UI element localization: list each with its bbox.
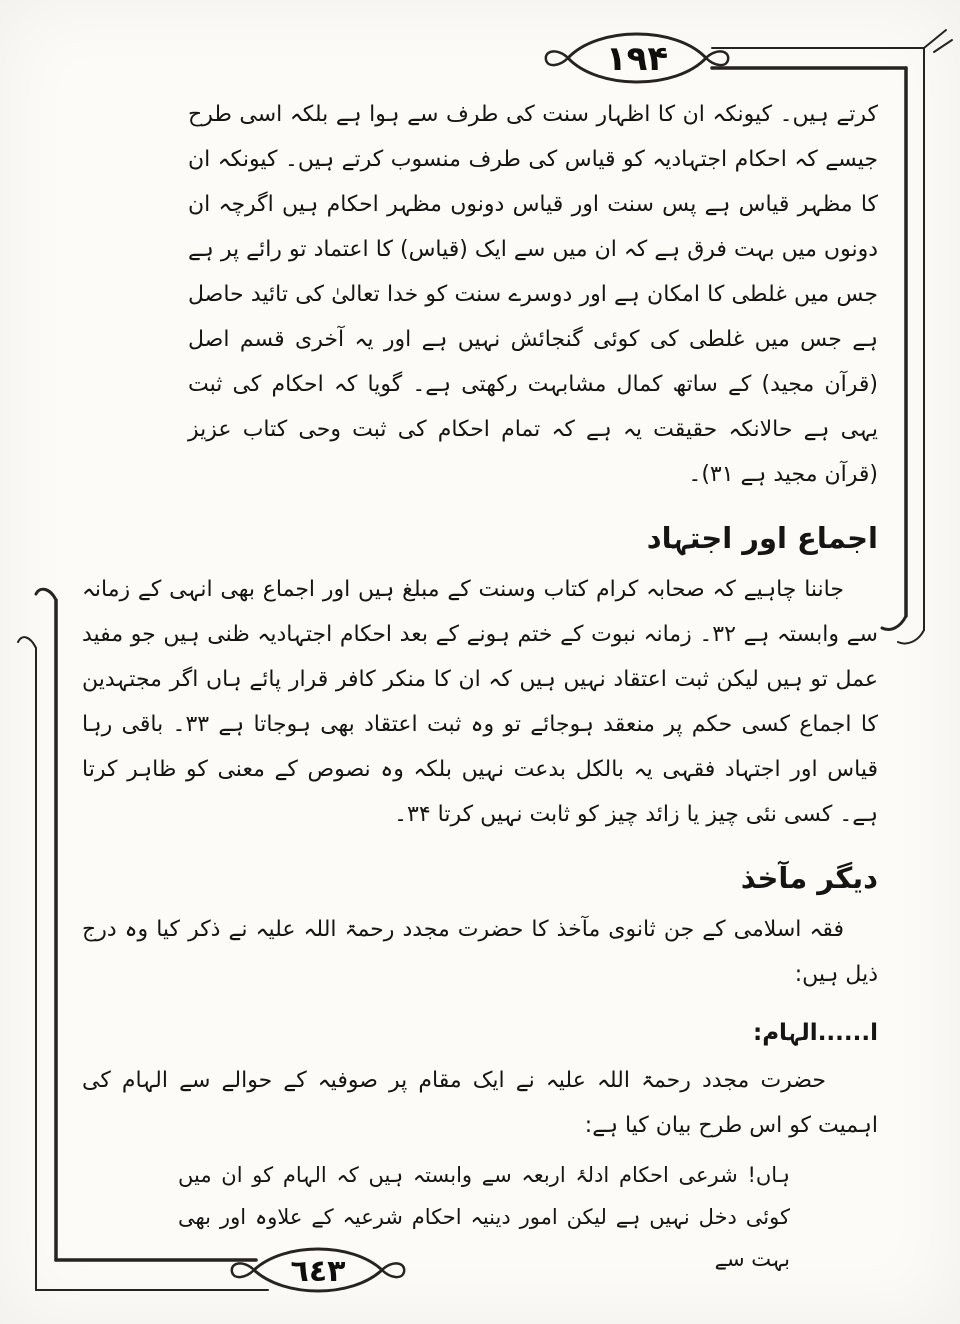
paragraph-sources-intro: فقہ اسلامی کے جن ثانوی مآخذ کا حضرت مجدد رحمۃ اللہ علیہ نے ذکر کیا وہ درج ذیل ہیں: xyxy=(82,917,878,987)
paragraph-ilham-intro: حضرت مجدد رحمۃ اللہ علیہ نے ایک مقام پر صوفیہ کے حوالے سے الہام کی اہمیت کو اس طرح بیان کیا ہے: xyxy=(82,1068,878,1138)
corner-flourish-top-right xyxy=(924,30,952,52)
heading-ijma-ijtihad: اجماع اور اجتہاد xyxy=(646,521,878,555)
paragraph-sunnat-qiyas: کرتے ہیں۔ کیونکہ ان کا اظہار سنت کی طرف سے ہوا ہے بلکہ اسی طرح جیسے کہ احکام اجتہادیہ کو قیاس کی طرف منسوب کرتے ہیں۔ کیونکہ ان کا مظہر قیاس ہے پس سنت اور قیاس دونوں مظہر احکام ہیں اگرچہ ان دونوں میں بہت فرق ہے کہ ان میں سے ایک (قیاس) کا اعتماد تو رائے پر ہے جس میں غلطی کا امکان ہے اور دوسرے سنت کو خدا تعالیٰ کی تائید حاصل ہے جس میں غلطی کی کوئی گنجائش نہیں ہے اور یہ آخری قسم اصل (قرآن مجید) کے ساتھ کمال مشابہت رکھتی ہے۔ گویا کہ احکام کی ثبت یہی ہے حالانکہ حقیقت یہ ہے کہ تمام احکام کی ثبت وحی کتاب عزیز (قرآن مجید ہے ۳۱)۔ xyxy=(188,102,879,487)
list-item-ilham-label: ا......الہام: xyxy=(753,1020,878,1046)
bottom-page-number: ٦٤٣ xyxy=(290,1254,346,1289)
top-badge-left-curl xyxy=(546,51,568,65)
paragraph-ijma-ijtihad: جاننا چاہیے کہ صحابہ کرام کتاب وسنت کے مبلغ ہیں اور اجماع بھی انہی کے زمانہ سے وابستہ ہے ۳۲۔ زمانہ نبوت کے ختم ہونے کے بعد احکام اجتہادیہ ظنی ہیں جو مفید عمل تو ہیں لیکن ثبت اعتقاد نہیں ہیں کہ ان کا منکر کافر قرار پائے ہاں اگر مجتہدین کا اجماع کسی حکم پر منعقد ہوجائے تو وہ ثبت اعتقاد بھی ہوجاتا ہے ۳۳۔ باقی رہا قیاس اور اجتہاد فقہی یہ بالکل بدعت نہیں بلکہ وہ نصوص کے معنی کو ظاہر کرتا ہے۔ کسی نئی چیز یا زائد چیز کو ثابت نہیں کرتا ۳۴۔ xyxy=(82,577,879,827)
top-badge-shape xyxy=(568,34,706,82)
quote-ilham: ہاں! شرعی احکام ادلۂ اربعہ سے وابستہ ہیں کہ الہام کو ان میں کوئی دخل نہیں ہے لیکن امور دینیہ احکام شرعیہ کے علاوہ اور بھی بہت سے xyxy=(178,1163,790,1271)
top-page-badge xyxy=(546,34,728,82)
left-border-top-hook-inner xyxy=(36,589,56,600)
page-text-block xyxy=(82,92,878,1280)
top-page-number: ۱۹۴ xyxy=(605,39,669,79)
top-badge-right-curl xyxy=(706,51,728,65)
right-border-bottom-curl-inner xyxy=(882,616,906,630)
right-border-bottom-curl-outer xyxy=(898,630,924,644)
left-border-top-hook-outer xyxy=(18,637,36,648)
heading-other-sources: دیگر مآخذ xyxy=(740,861,878,895)
